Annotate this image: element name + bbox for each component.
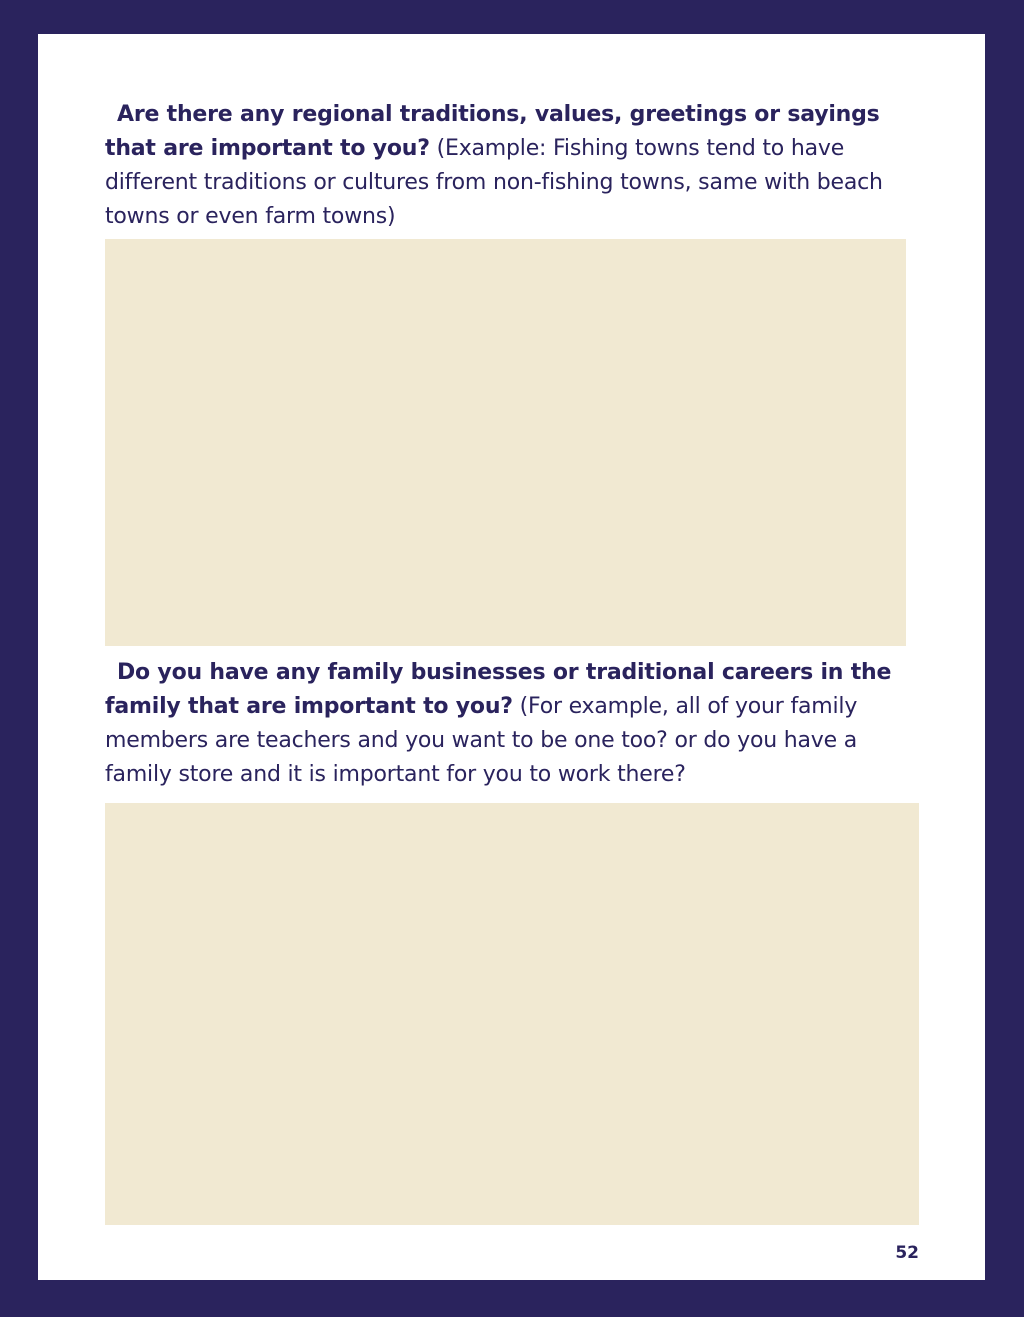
- answer-box-family-businesses[interactable]: [105, 803, 919, 1225]
- question-2-example: (For example, all of your family members are teachers and you want to be one too? or do you have a family store and it is important for you to work there?: [105, 694, 858, 787]
- question-1-example: (Example: Fishing towns tend to have different traditions or cultures from non-fishing towns, same with beach towns or even farm towns): [105, 136, 883, 229]
- answer-box-regional-traditions[interactable]: [105, 239, 906, 646]
- worksheet-page: [38, 34, 985, 1280]
- question-2-prompt: Do you have any family businesses or traditional careers in the family that are important to you?: [105, 660, 892, 719]
- question-1-prompt: Are there any regional traditions, values, greetings or sayings that are important to you?: [105, 102, 880, 161]
- question-family-businesses: [105, 656, 900, 792]
- question-regional-traditions: [105, 98, 905, 234]
- page-number: 52: [895, 1243, 919, 1263]
